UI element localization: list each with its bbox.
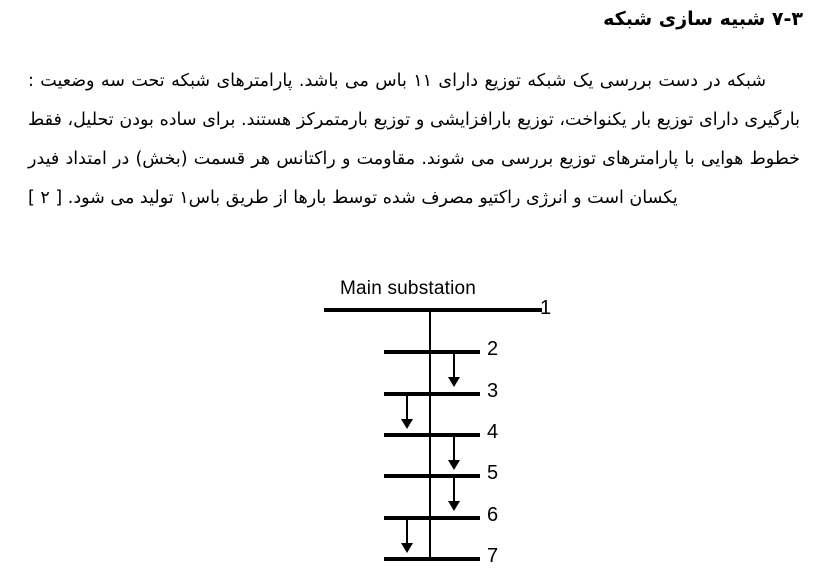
load-arrow-5 <box>453 474 455 502</box>
arrowhead-icon <box>448 377 460 387</box>
main-substation-label: Main substation <box>340 278 477 299</box>
load-arrow-4 <box>453 433 455 461</box>
busbar-1 <box>324 308 542 312</box>
load-arrow-3 <box>406 392 408 420</box>
bus-number-1: 1 <box>540 297 552 319</box>
busbar-7 <box>384 557 480 561</box>
load-arrow-6 <box>406 516 408 544</box>
arrowhead-icon <box>448 460 460 470</box>
bus-number-5: 5 <box>487 462 499 484</box>
section-heading: ۷-۳ شبیه سازی شبکه <box>603 8 803 30</box>
arrowhead-icon <box>448 501 460 511</box>
busbar-4 <box>384 433 480 437</box>
busbar-6 <box>384 516 480 520</box>
busbar-2 <box>384 350 480 354</box>
bus-number-6: 6 <box>487 504 499 526</box>
network-diagram <box>312 278 572 567</box>
busbar-3 <box>384 392 480 396</box>
arrowhead-icon <box>401 543 413 553</box>
arrowhead-icon <box>401 419 413 429</box>
bus-number-7: 7 <box>487 545 499 567</box>
bus-number-2: 2 <box>487 338 499 360</box>
body-paragraph <box>28 62 800 218</box>
load-arrow-2 <box>453 350 455 378</box>
paragraph-text: شبکه در دست بررسی یک شبکه توزیع دارای ۱۱ باس می باشد. پارامترهای شبکه تحت سه وضعیت : بارگیری دارای توزیع بار یکنواخت، توزیع بارافزایشی و توزیع بارمتمرکز هستند. برای ساده بودن تحلیل، فقط خطوط هوایی با پارامترهای توزیع بررسی می شوند. مقاومت و راکتانس هر قسمت (بخش) در امتداد فیدر یکسان است و انرژی راکتیو مصرف شده توسط بارها از طریق باس۱ تولید می شود. <box>28 71 800 208</box>
busbar-5 <box>384 474 480 478</box>
reference-citation: [ ۲ ] <box>28 188 63 208</box>
bus-number-3: 3 <box>487 380 499 402</box>
bus-number-4: 4 <box>487 421 499 443</box>
